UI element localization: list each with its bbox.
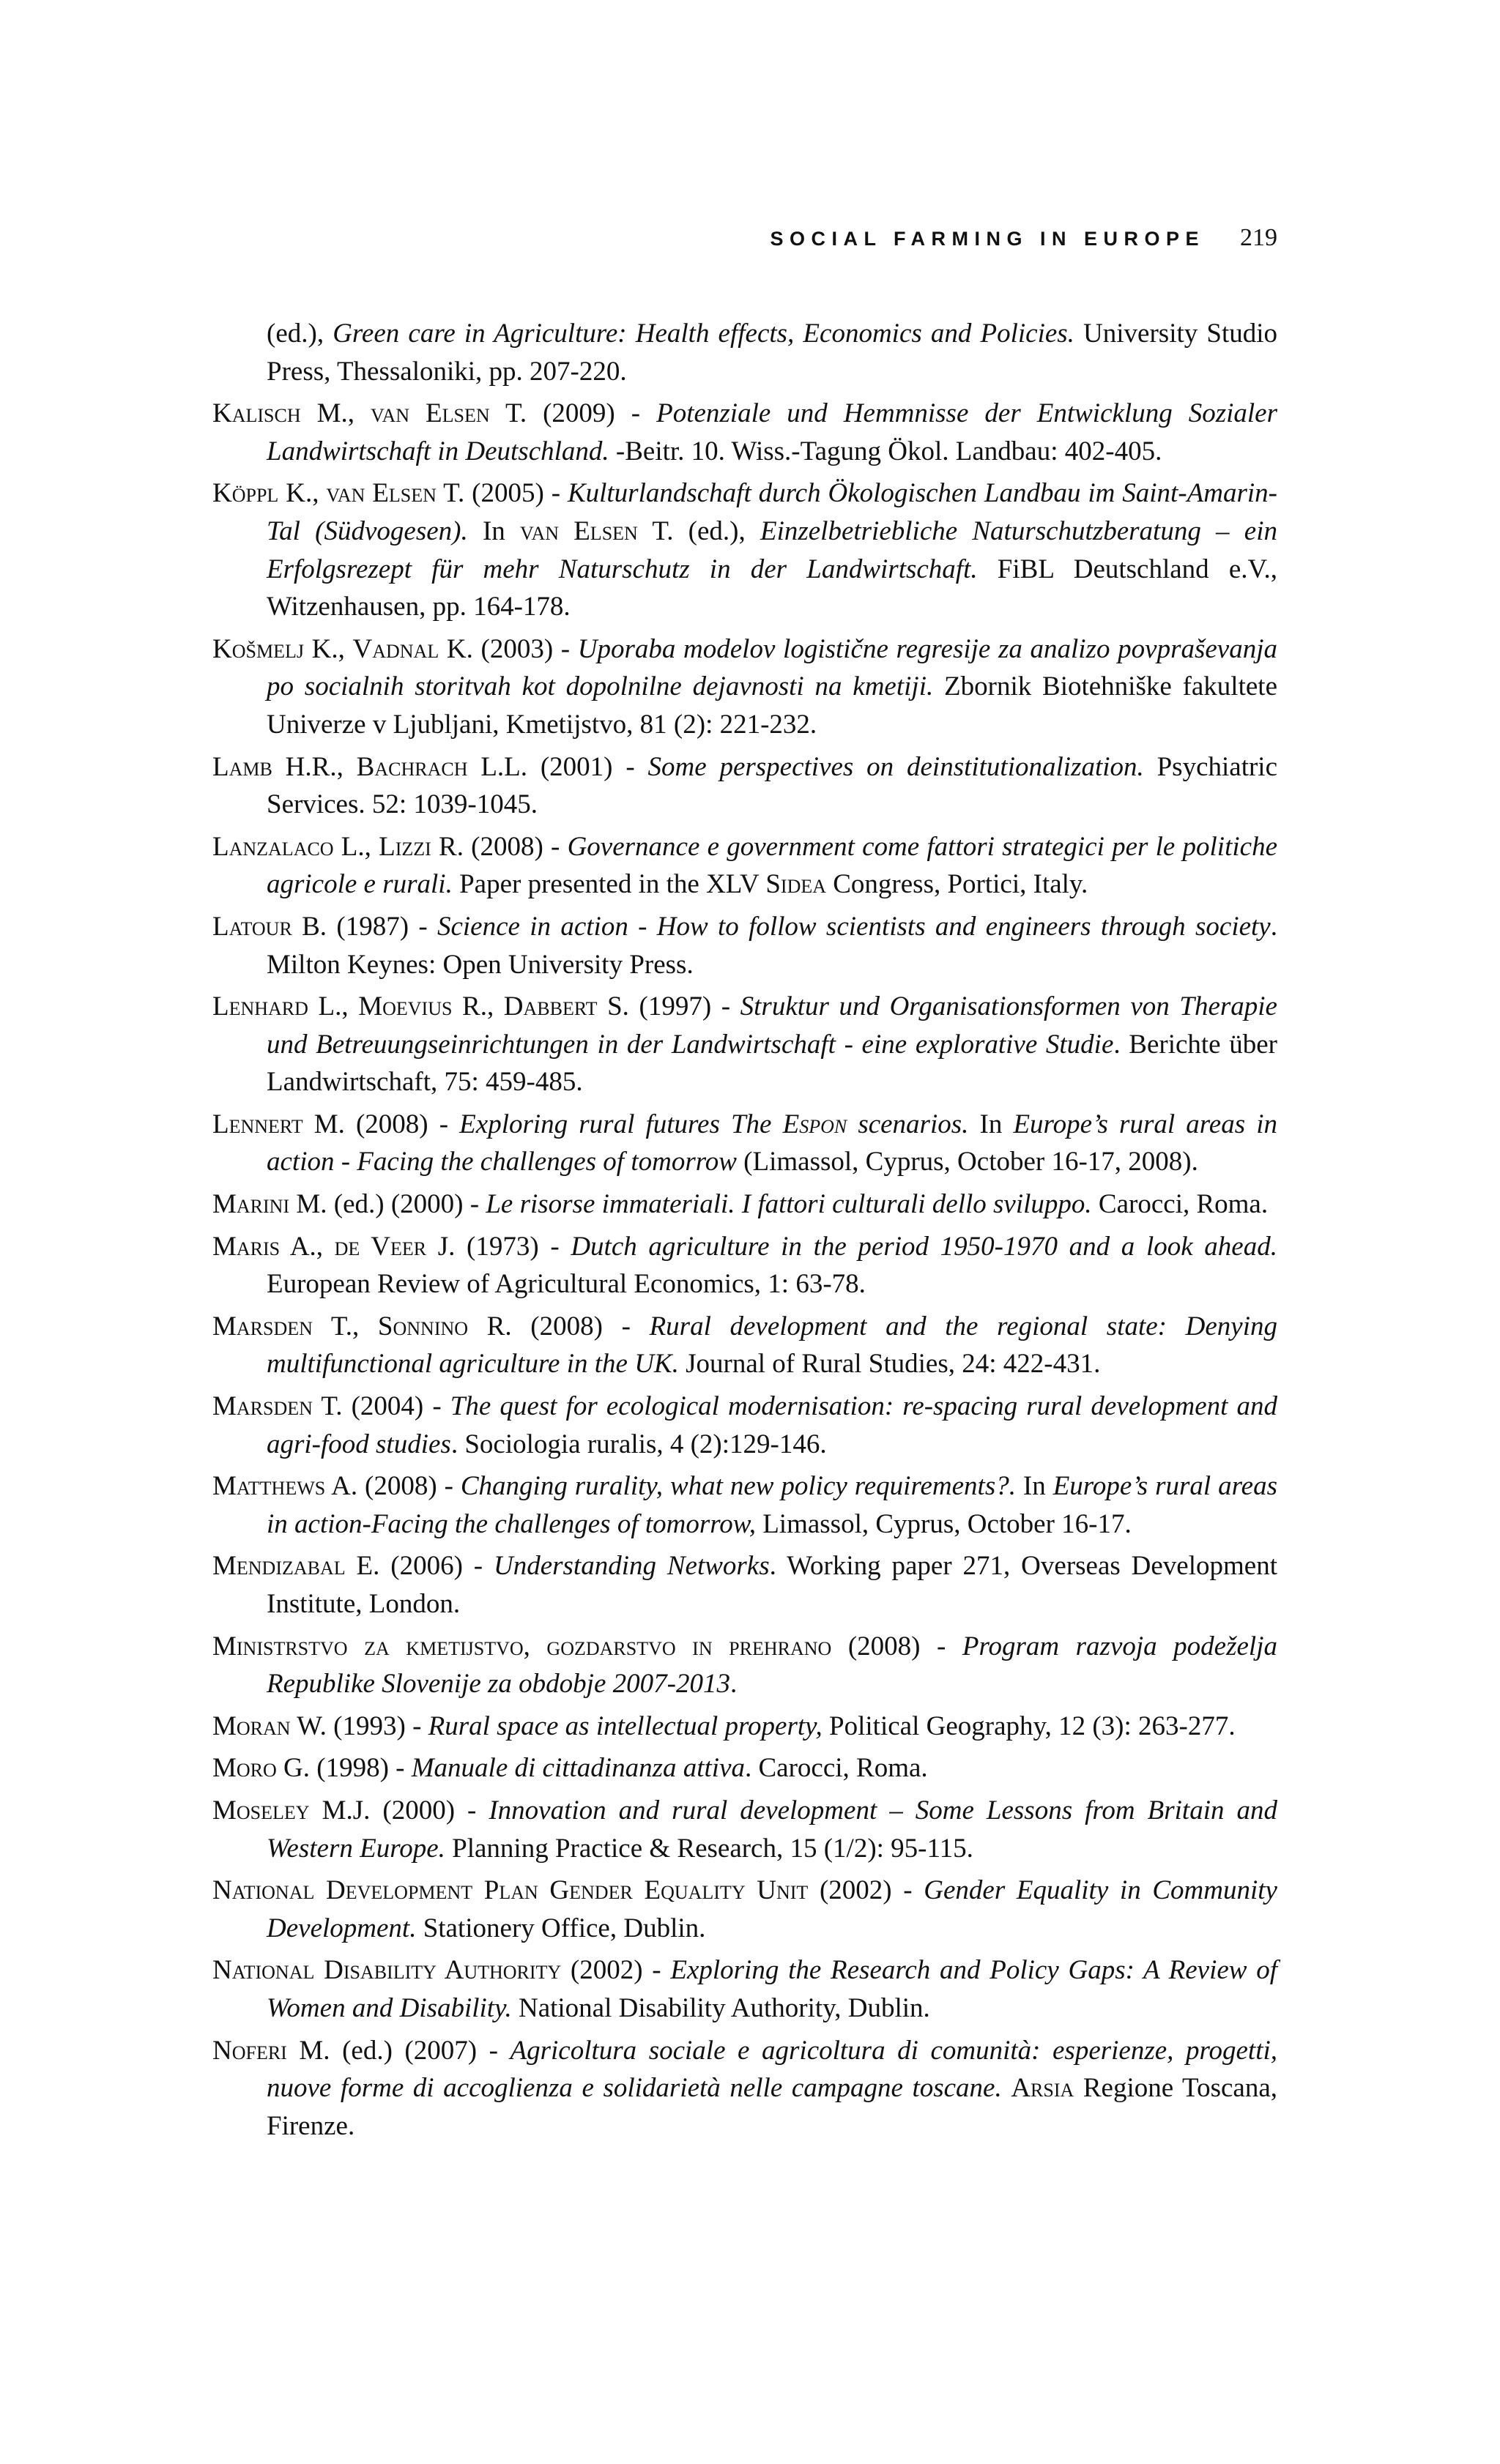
reference-entry (212, 988, 1277, 1101)
reference-text: Sidea (765, 869, 826, 900)
reference-entry (212, 1628, 1277, 1703)
reference-text: Governance e government come fattori strategici per le politiche agricole e rurali. (267, 831, 1277, 900)
reference-text: Lanzalaco (212, 831, 334, 862)
reference-text: Košmelj (212, 633, 304, 664)
reference-text: Europe’s rural areas in action-Facing the challenges of tomorrow, (267, 1471, 1277, 1539)
reference-text: The quest for ecological modernisation: re-spacing rural development and agri-food studies (267, 1391, 1277, 1459)
reference-text: van Elsen (371, 398, 490, 429)
reference-text: -Beitr. 10. Wiss.-Tagung Ökol. Landbau: 402-405. (609, 436, 1162, 466)
reference-text: T., (312, 1311, 378, 1341)
reference-text: European Review of Agricultural Economics, 1: 63-78. (267, 1269, 866, 1300)
reference-text: K. (2003) - (439, 633, 578, 664)
reference-text: Marsden (212, 1391, 313, 1422)
reference-text: Moevius (358, 991, 453, 1022)
reference-text: van Elsen (520, 515, 638, 546)
reference-text: Zbornik Biotehniške fakultete Univerze v Ljubljani, Kmetijstvo, 81 (2): 221-232. (267, 671, 1277, 740)
reference-text: Noferi (212, 2035, 287, 2066)
reference-text: J. (1973) - (426, 1231, 571, 1262)
reference-text: National Disability Authority (212, 1955, 562, 1986)
reference-text: (2008) - (831, 1631, 962, 1661)
reference-text: (2002) - (561, 1955, 671, 1986)
reference-text: . Sociologia ruralis, 4 (2):129-146. (450, 1429, 827, 1459)
reference-text: . Milton Keynes: Open University Press. (267, 911, 1277, 980)
reference-text: M. (2008) - (302, 1109, 460, 1139)
reference-text: Le risorse immateriali. I fattori culturali dello sviluppo. (486, 1189, 1092, 1220)
reference-text: Einzelbetriebliche Naturschutzberatung – ein Erfolgsrezept für mehr Naturschutz in der Landwirtschaft. (267, 515, 1277, 584)
reference-text: Science in action - How to follow scientists and engineers through society (437, 911, 1271, 942)
reference-entry (212, 1106, 1277, 1181)
reference-entry (212, 1749, 1277, 1787)
reference-text: M. (ed.) (2007) - (286, 2035, 510, 2066)
reference-text: Lennert (212, 1109, 303, 1139)
reference-text: Moran (212, 1711, 291, 1741)
reference-text: . Working paper 271, Overseas Development Institute, London. (267, 1551, 1277, 1619)
reference-text: B. (1987) - (292, 911, 437, 942)
reference-entry (212, 474, 1277, 625)
reference-text: National Disability Authority, Dublin. (511, 1992, 930, 2023)
reference-text: Mendizabal (212, 1551, 346, 1582)
reference-text: E. (2006) - (345, 1551, 494, 1582)
reference-entry (212, 1186, 1277, 1224)
reference-text: M., (300, 398, 371, 429)
reference-text: . Carocci, Roma. (745, 1753, 928, 1784)
reference-text: Dutch agriculture in the period 1950-1970 and a look ahead. (571, 1231, 1277, 1262)
reference-entry (212, 1872, 1277, 1947)
reference-text: Marsden (212, 1311, 313, 1341)
reference-text: Program razvoja podeželja Republike Slovenije za obdobje 2007-2013 (267, 1631, 1277, 1700)
reference-text: L., (308, 991, 359, 1022)
reference-text: M.J. (2000) - (309, 1795, 489, 1825)
reference-text: Limassol, Cyprus, October 16-17. (755, 1508, 1132, 1539)
reference-entry (212, 315, 1277, 390)
reference-text: Stationery Office, Dublin. (416, 1913, 706, 1943)
reference-text: Understanding Networks (493, 1551, 770, 1582)
reference-entry (212, 2032, 1277, 2145)
reference-text: . (729, 1669, 738, 1700)
page-header (212, 224, 1277, 258)
reference-text: Green care in Agriculture: Health effects, Economics and Policies. (333, 319, 1074, 349)
reference-text: Kulturlandschaft durch Ökologischen Landbau im Saint-Amarin-Tal (Südvogesen). (267, 478, 1277, 546)
reference-text: FiBL Deutschland e.V., Witzenhausen, pp. 164-178. (267, 554, 1277, 622)
reference-text: University Studio Press, Thessaloniki, pp. 207-220. (267, 319, 1278, 387)
reference-entry (212, 1792, 1277, 1867)
reference-text: Köppl (212, 478, 279, 509)
reference-text: Lenhard (212, 991, 308, 1022)
reference-text: R., (452, 991, 504, 1022)
reference-entry (212, 828, 1277, 904)
reference-text: Regione Toscana, Firenze. (267, 2073, 1277, 2141)
reference-text: de Veer (334, 1231, 427, 1262)
reference-text: (ed.), (267, 319, 333, 349)
reference-text: Lizzi (379, 831, 431, 862)
reference-text: Potenziale und Hemmnisse der Entwicklung Sozialer Landwirtschaft in Deutschland. (267, 398, 1277, 466)
reference-text: Innovation and rural development – Some Lessons from Britain and Western Europe. (267, 1795, 1277, 1864)
reference-text: In (1015, 1471, 1053, 1502)
reference-text: G. (1998) - (276, 1753, 412, 1784)
reference-entry (212, 630, 1277, 744)
reference-text: Latour (212, 911, 292, 942)
reference-text: Some perspectives on deinstitutionalization. (647, 751, 1144, 782)
reference-text: Dabbert (503, 991, 598, 1022)
reference-text: Lamb (212, 751, 272, 782)
reference-text: Matthews (212, 1471, 326, 1502)
reference-text: K., (278, 478, 327, 509)
reference-text: T. (2004) - (312, 1391, 450, 1422)
reference-text: In (968, 1109, 1014, 1139)
reference-list (212, 315, 1277, 2149)
reference-text: Gender Equality in Community Development. (267, 1875, 1277, 1943)
running-head: SOCIAL FARMING IN EUROPE (770, 228, 1205, 250)
reference-text: L., (333, 831, 379, 862)
reference-text: T. (ed.), (637, 515, 760, 546)
reference-text: Vadnal (352, 633, 439, 664)
reference-text: R. (2008) - (431, 831, 568, 862)
reference-text: Changing rurality, what new policy requirements?. (460, 1471, 1016, 1502)
reference-text: Marini (212, 1189, 290, 1220)
reference-entry (212, 1388, 1277, 1463)
reference-text: K., (303, 633, 353, 664)
reference-text: (Limassol, Cyprus, October 16-17, 2008). (736, 1147, 1198, 1177)
reference-text: Psychiatric Services. 52: 1039-1045. (267, 751, 1278, 820)
reference-text: Struktur und Organisationsformen von Therapie und Betreuungseinrichtungen in der Landwirtschaft - eine explorative Studie (267, 991, 1277, 1060)
reference-text: W. (1993) - (290, 1711, 428, 1741)
reference-text: Ministrstvo za kmetijstvo, gozdarstvo in prehrano (212, 1631, 832, 1661)
reference-text: Exploring rural futures The (459, 1109, 783, 1139)
reference-text: Carocci, Roma. (1091, 1189, 1269, 1220)
reference-text: L.L. (2001) - (467, 751, 648, 782)
reference-text: T. (2009) - (489, 398, 657, 429)
reference-text: T. (2005) - (436, 478, 568, 509)
reference-text: A., (280, 1231, 335, 1262)
reference-entry (212, 395, 1277, 470)
page-number: 219 (1240, 224, 1277, 251)
reference-text: Arsia (1011, 2073, 1074, 2104)
reference-text: Moseley (212, 1795, 310, 1825)
reference-text: Rural space as intellectual property, (428, 1711, 823, 1741)
reference-text: Moro (212, 1753, 277, 1784)
reference-text (1002, 2073, 1011, 2103)
reference-text: H.R., (272, 751, 357, 782)
reference-text: Europe’s rural areas in action - Facing the challenges of tomorrow (267, 1109, 1277, 1177)
reference-entry (212, 1308, 1277, 1383)
reference-entry (212, 1228, 1277, 1303)
reference-text: Planning Practice & Research, 15 (1/2): 95-115. (445, 1833, 973, 1864)
reference-text: Agricoltura sociale e agricoltura di comunità: esperienze, progetti, nuove forme di accoglienza e solidarietà nelle campagne toscane. (267, 2035, 1278, 2104)
reference-text: National Development Plan Gender Equality Unit (212, 1875, 809, 1906)
reference-text: Journal of Rural Studies, 24: 422-431. (678, 1349, 1101, 1380)
reference-text: Maris (212, 1231, 281, 1262)
reference-text: Kalisch (212, 398, 301, 429)
reference-text: Rural development and the regional state: Denying multifunctional agriculture in the UK. (267, 1311, 1277, 1380)
reference-text: A. (2008) - (325, 1471, 461, 1502)
reference-entry (212, 1547, 1277, 1623)
reference-text: Congress, Portici, Italy. (826, 869, 1088, 900)
reference-text: S. (1997) - (597, 991, 740, 1022)
reference-text: Manuale di cittadinanza attiva (411, 1753, 745, 1784)
reference-text: . Berichte über Landwirtschaft, 75: 459-485. (267, 1029, 1277, 1098)
reference-text: Sonnino (377, 1311, 469, 1341)
reference-text: Espon (782, 1109, 847, 1139)
reference-text: Exploring the Research and Policy Gaps: A Review of Women and Disability. (267, 1955, 1277, 2023)
reference-text: scenarios. (847, 1109, 969, 1139)
reference-text: Bachrach (356, 751, 468, 782)
reference-entry (212, 748, 1277, 824)
reference-text: R. (2008) - (468, 1311, 650, 1341)
reference-entry (212, 908, 1277, 983)
reference-text: In (467, 515, 521, 546)
reference-entry (212, 1467, 1277, 1543)
reference-text: van Elsen (326, 478, 437, 509)
reference-entry (212, 1708, 1277, 1746)
reference-text: (2002) - (808, 1875, 924, 1906)
reference-entry (212, 1951, 1277, 2027)
reference-text: M. (ed.) (2000) - (289, 1189, 486, 1220)
reference-text: Political Geography, 12 (3): 263-277. (822, 1711, 1236, 1741)
reference-text: Uporaba modelov logistične regresije za analizo povpraševanja po socialnih storitvah kot dopolnilne dejavnosti na kmetiji. (267, 633, 1277, 702)
reference-text: Paper presented in the XLV (452, 869, 766, 900)
